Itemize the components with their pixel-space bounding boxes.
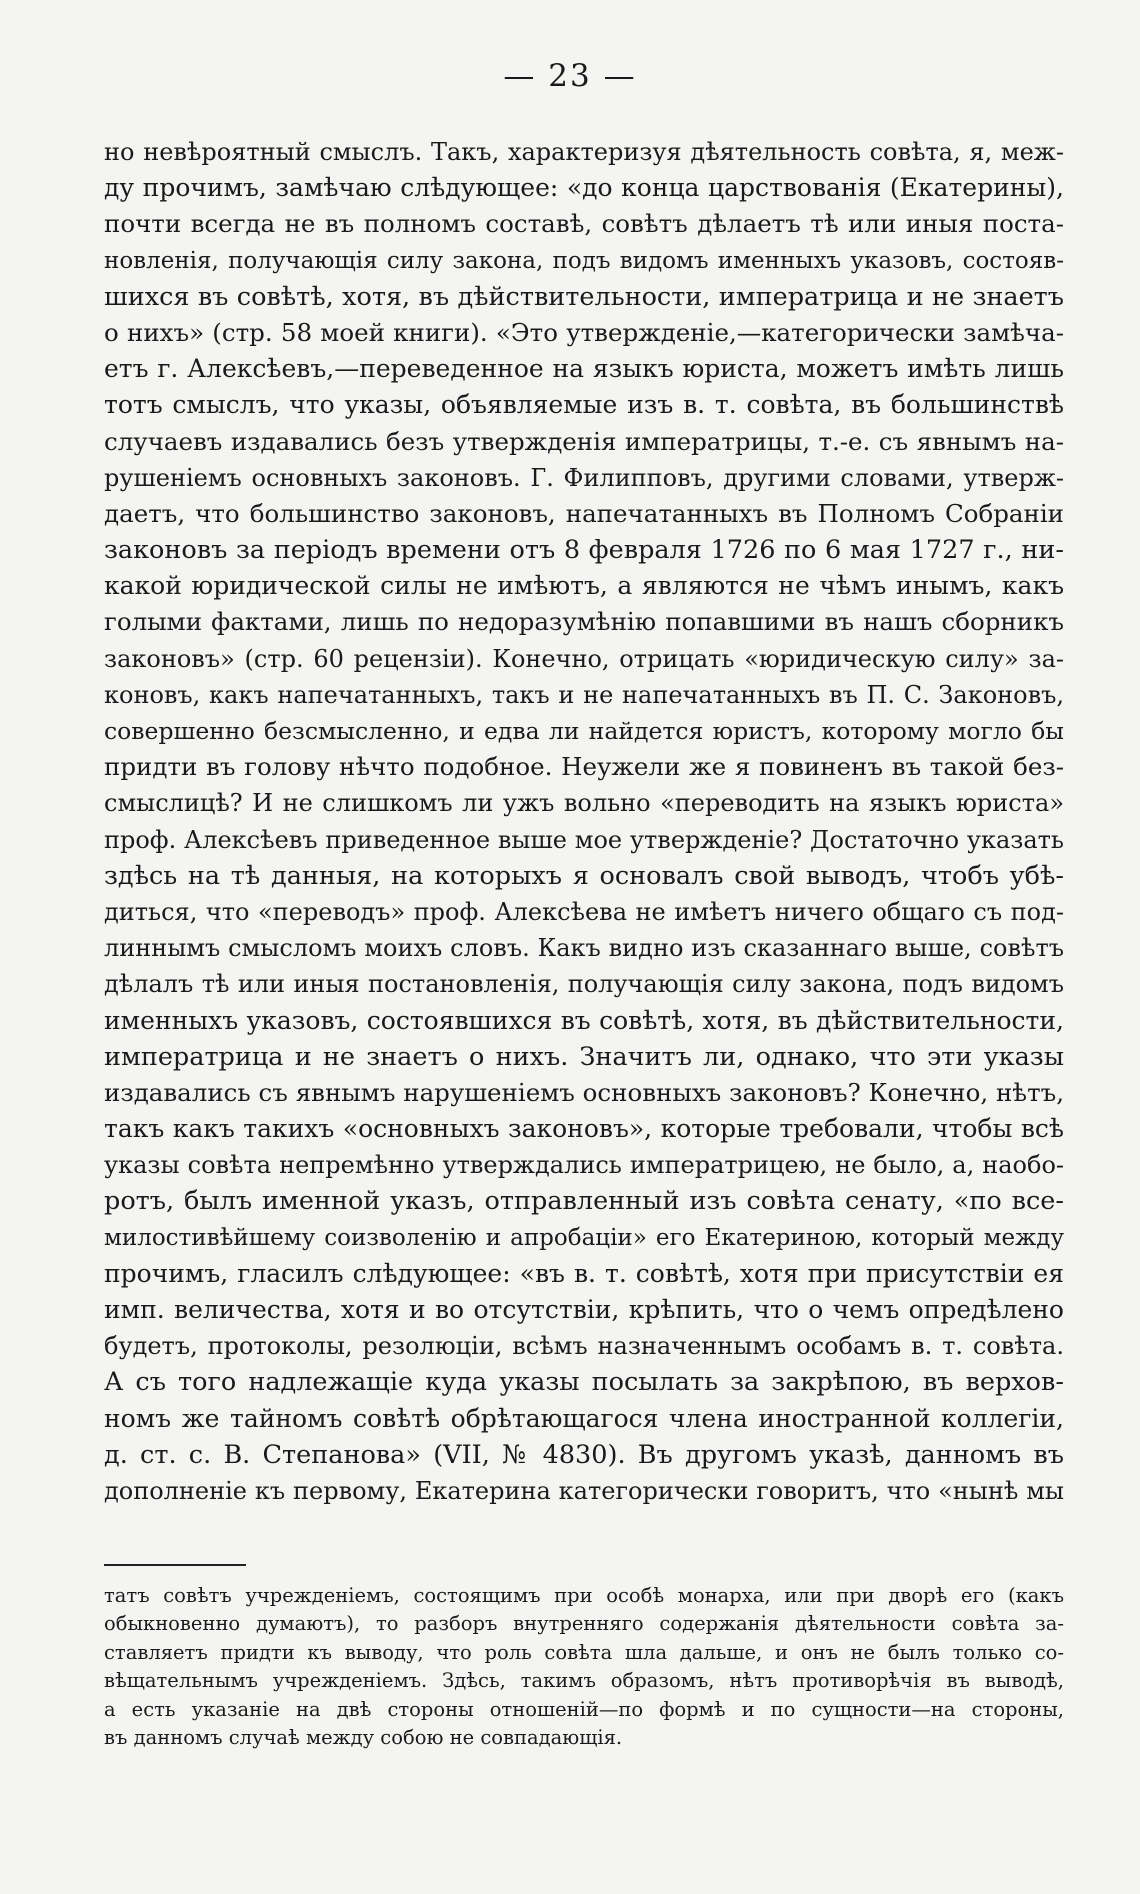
text-line: номъ же тайномъ совѣтѣ обрѣтающагося члена иностранной коллегіи,	[104, 1403, 1064, 1433]
text-line: о нихъ» (стр. 58 моей книги). «Это утвержденіе,—категорически замѣча-	[104, 317, 1064, 347]
footnote-line: татъ совѣтъ учрежденіемъ, состоящимъ при особѣ монарха, или при дворѣ его (какъ	[104, 1584, 1064, 1607]
text-line: будетъ, протоколы, резолюціи, всѣмъ назначеннымъ особамъ в. т. совѣта.	[104, 1332, 1064, 1361]
text-line: совершенно безсмысленно, и едва ли найдется юристъ, которому могло бы	[104, 717, 1064, 745]
footnote-line: обыкновенно думаютъ), то разборъ внутренняго содержанія дѣятельности совѣта за-	[104, 1612, 1064, 1636]
text-line: указы совѣта непремѣнно утверждались императрицею, не было, а, наобо-	[104, 1151, 1064, 1180]
text-line: имп. величества, хотя и во отсутствіи, крѣпить, что о чемъ опредѣлено	[104, 1295, 1064, 1324]
text-line: голыми фактами, лишь по недоразумѣнію попавшими въ нашъ сборникъ	[104, 607, 1064, 637]
footnote-divider	[104, 1564, 246, 1566]
text-line: такъ какъ такихъ «основныхъ законовъ», которые требовали, чтобы всѣ	[104, 1114, 1064, 1144]
text-line: шихся въ совѣтѣ, хотя, въ дѣйствительности, императрица и не знаетъ	[104, 281, 1064, 312]
text-line: ду прочимъ, замѣчаю слѣдующее: «до конца царствованія (Екатерины),	[104, 173, 1064, 203]
text-line: проф. Алексѣевъ приведенное выше мое утвержденіе? Достаточно указать	[104, 825, 1064, 854]
footnote-line: ставляетъ придти къ выводу, что роль совѣта шла дальше, и онъ не былъ только со-	[104, 1640, 1064, 1664]
text-line: придти въ голову нѣчто подобное. Неужели же я повиненъ въ такой без-	[104, 752, 1064, 782]
text-line: дополненіе къ первому, Екатерина категорически говоритъ, что «нынѣ мы	[104, 1476, 1064, 1505]
text-line: рушеніемъ основныхъ законовъ. Г. Филипповъ, другими словами, утверж-	[104, 463, 1064, 492]
text-line: законовъ» (стр. 60 рецензіи). Конечно, отрицать «юридическую силу» за-	[104, 644, 1064, 673]
page-number: — 23 —	[503, 58, 637, 94]
text-line: именныхъ указовъ, состоявшихся въ совѣтѣ, хотя, въ дѣйствительности,	[104, 1005, 1064, 1035]
text-line: какой юридической силы не имѣютъ, а являются не чѣмъ инымъ, какъ	[104, 571, 1064, 601]
text-line: дѣлалъ тѣ или иныя постановленія, получающія силу закона, подъ видомъ	[104, 970, 1064, 999]
main-text	[104, 134, 1064, 1509]
text-line: императрица и не знаетъ о нихъ. Значитъ ли, однако, что эти указы	[104, 1041, 1064, 1072]
text-line: диться, что «переводъ» проф. Алексѣева не имѣетъ ничего общаго съ под-	[104, 897, 1064, 926]
text-line: но невѣроятный смыслъ. Такъ, характеризуя дѣятельность совѣта, я, меж-	[104, 138, 1064, 166]
footnote-line: въ данномъ случаѣ между собою не совпадающія.	[104, 1725, 623, 1749]
text-line: почти всегда не въ полномъ составѣ, совѣтъ дѣлаетъ тѣ или иныя поста-	[104, 209, 1064, 239]
text-line: смыслицѣ? И не слишкомъ ли ужъ вольно «переводить на языкъ юриста»	[104, 789, 1064, 818]
text-line: коновъ, какъ напечатанныхъ, такъ и не напечатанныхъ въ П. С. Законовъ,	[104, 680, 1064, 709]
text-line: новленія, получающія силу закона, подъ видомъ именныхъ указовъ, состояв-	[104, 247, 1064, 274]
text-line: милостивѣйшему соизволенію и апробаціи» его Екатериною, который между	[104, 1224, 1064, 1251]
text-line: ротъ, былъ именной указъ, отправленный изъ совѣта сенату, «по все-	[104, 1186, 1064, 1217]
text-line: етъ г. Алексѣевъ,—переведенное на языкъ юриста, можетъ имѣть лишь	[104, 354, 1064, 384]
footnote-line: вѣщательнымъ учрежденіемъ. Здѣсь, такимъ образомъ, нѣтъ противорѣчія въ выводѣ,	[104, 1669, 1064, 1693]
text-line: прочимъ, гласилъ слѣдующее: «въ в. т. совѣтѣ, хотя при присутствіи ея	[104, 1258, 1064, 1288]
text-line: законовъ за періодъ времени отъ 8 февраля 1726 по 6 мая 1727 г., ни-	[104, 535, 1064, 566]
footnote-line: а есть указаніе на двѣ стороны отношеній—по формѣ и по сущности—на стороны,	[104, 1697, 1064, 1721]
text-line: тотъ смыслъ, что указы, объявляемые изъ в. т. совѣта, въ большинствѣ	[104, 390, 1064, 420]
text-line: д. ст. с. В. Степанова» (VII, № 4830). Въ другомъ указѣ, данномъ въ	[104, 1439, 1064, 1470]
footnote	[104, 1582, 1064, 1752]
text-line: линнымъ смысломъ моихъ словъ. Какъ видно изъ сказаннаго выше, совѣтъ	[104, 934, 1064, 963]
text-line: издавались съ явнымъ нарушеніемъ основныхъ законовъ? Конечно, нѣтъ,	[104, 1077, 1064, 1107]
text-line: здѣсь на тѣ данныя, на которыхъ я основалъ свой выводъ, чтобъ убѣ-	[104, 860, 1064, 891]
text-line: даетъ, что большинство законовъ, напечатанныхъ въ Полномъ Собраніи	[104, 498, 1064, 528]
text-line: А съ того надлежащіе куда указы посылать за закрѣпою, въ верхов-	[104, 1367, 1064, 1398]
text-line: случаевъ издавались безъ утвержденія императрицы, т.-е. съ явнымъ на-	[104, 426, 1064, 456]
